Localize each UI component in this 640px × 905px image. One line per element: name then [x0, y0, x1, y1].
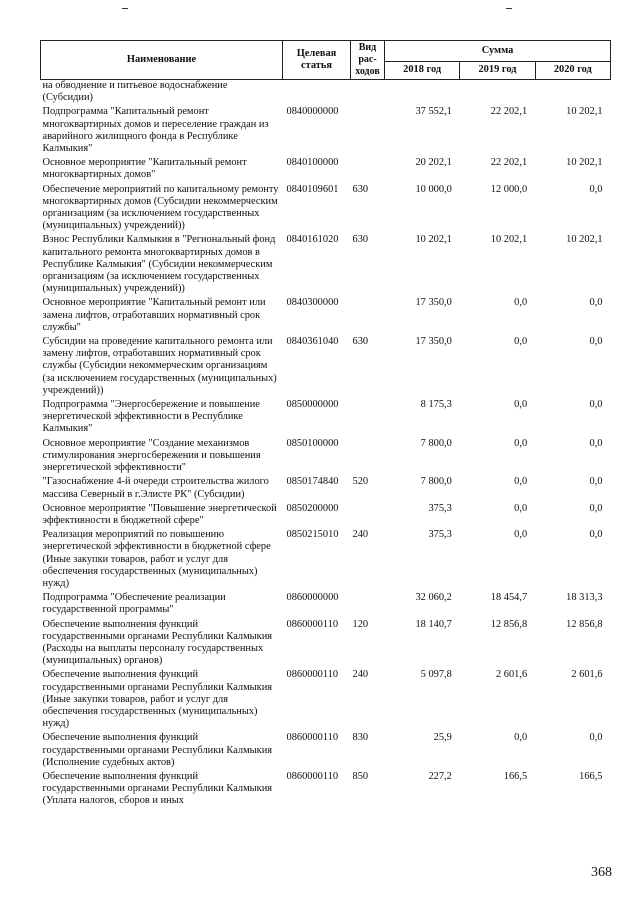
row-sum-2018: 17 350,0 [415, 336, 452, 348]
row-expense-type: 240 [352, 529, 369, 541]
row-expense-type: 630 [352, 234, 369, 246]
row-sum-2020: 0,0 [589, 183, 603, 195]
row-expense-type: 850 [352, 770, 369, 782]
header-name: Наименование [41, 41, 283, 80]
row-sum-2019: 18 454,7 [490, 592, 528, 604]
header-sum: Сумма [385, 41, 611, 62]
row-sum-2020: 0,0 [589, 437, 603, 449]
row-sum-2020: 166,5 [579, 770, 603, 782]
row-target-code: 0850200000 [286, 502, 339, 514]
row-sum-2018: 17 350,0 [415, 297, 452, 309]
table-row [41, 730, 611, 769]
table-row [41, 667, 611, 730]
table-row [41, 527, 611, 590]
table-header [41, 41, 611, 80]
table-row [41, 155, 611, 181]
row-sum-2019: 0,0 [514, 502, 528, 514]
row-sum-2018: 37 552,1 [415, 106, 452, 118]
row-expense-type: 520 [352, 476, 369, 488]
row-sum-2018: 8 175,3 [420, 399, 452, 411]
row-name: Основное мероприятие "Создание механизмов стимулирования энергосбережения и повышения энергетической эффективности" [42, 437, 261, 474]
row-sum-2020: 0,0 [589, 502, 603, 514]
row-target-code: 0850000000 [286, 399, 339, 411]
row-sum-2020: 10 202,1 [566, 234, 603, 246]
row-sum-2020: 0,0 [589, 297, 603, 309]
row-sum-2018: 375,3 [428, 502, 452, 514]
row-sum-2019: 0,0 [514, 529, 528, 541]
row-sum-2020 [535, 80, 610, 105]
row-expense-type [351, 397, 385, 436]
row-target-code: 0850174840 [286, 476, 339, 488]
header-code: Целевая статья [283, 41, 351, 80]
row-sum-2019: 10 202,1 [490, 234, 528, 246]
row-expense-type [351, 104, 385, 155]
table-row [41, 182, 611, 233]
row-expense-type [351, 501, 385, 527]
row-sum-2018: 25,9 [433, 732, 452, 744]
row-expense-type: 240 [352, 669, 369, 681]
row-sum-2019: 12 856,8 [490, 618, 528, 630]
header-year-2020: 2020 год [535, 61, 610, 79]
table-row [41, 104, 611, 155]
row-sum-2018: 227,2 [428, 770, 452, 782]
row-name: Обеспечение выполнения функций государственными органами Республики Калмыкия (Иные закупки товаров, работ и услуг для обеспечения государственных (муниципальных) нужд) [42, 669, 273, 730]
row-target-code: 0850215010 [286, 529, 339, 541]
row-sum-2019: 0,0 [514, 476, 528, 488]
table-row [41, 436, 611, 475]
row-sum-2019: 22 202,1 [490, 157, 528, 169]
row-name: Подпрограмма "Капитальный ремонт многоквартирных домов и переселение граждан из аварийного жилищного фонда в Республике Калмыкия" [42, 106, 269, 155]
row-sum-2019: 0,0 [514, 336, 528, 348]
row-sum-2019 [460, 80, 535, 105]
row-sum-2018: 10 000,0 [415, 183, 452, 195]
table-row [41, 501, 611, 527]
row-target-code: 0860000110 [286, 770, 339, 782]
row-target-code: 0840300000 [286, 297, 339, 309]
row-target-code: 0840361040 [286, 336, 339, 348]
row-target-code [283, 80, 351, 105]
row-sum-2020: 0,0 [589, 399, 603, 411]
row-expense-type [351, 436, 385, 475]
row-sum-2020: 0,0 [589, 732, 603, 744]
row-name: Основное мероприятие "Капитальный ремонт многоквартирных домов" [42, 157, 247, 181]
row-name: Обеспечение мероприятий по капитальному ремонту многоквартирных домов (Субсидии некоммерческим организациям (за исключением государственных (муниципальных) учреждений)) [42, 183, 279, 232]
row-target-code: 0840100000 [286, 157, 339, 169]
row-target-code: 0850100000 [286, 437, 339, 449]
row-sum-2018: 18 140,7 [415, 618, 452, 630]
row-sum-2018: 375,3 [428, 529, 452, 541]
row-name: Основное мероприятие "Повышение энергетической эффективности в бюджетной сфере" [42, 502, 277, 526]
row-name: на обводнение и питьевое водоснабжение (Субсидии) [42, 80, 228, 104]
row-name: Обеспечение выполнения функций государственными органами Республики Калмыкия (Исполнение судебных актов) [42, 732, 273, 768]
row-target-code: 0860000110 [286, 732, 339, 744]
page-number: 368 [591, 865, 612, 880]
row-sum-2018: 7 800,0 [420, 476, 452, 488]
row-expense-type: 630 [352, 183, 369, 195]
row-name: Подпрограмма "Обеспечение реализации государственной программы" [42, 592, 226, 616]
row-sum-2018: 7 800,0 [420, 437, 452, 449]
row-sum-2019: 22 202,1 [490, 106, 528, 118]
row-name: Взнос Республики Калмыкия в "Региональный фонд капитального ремонта многоквартирных домов в Республике Калмыкия" (Субсидии некоммерческим организациям (за исключением государственных (муниципальных) учреждений)) [42, 234, 276, 295]
table-row [41, 80, 611, 105]
row-expense-type [351, 590, 385, 616]
table-row [41, 769, 611, 808]
table-row [41, 295, 611, 334]
row-sum-2020: 0,0 [589, 529, 603, 541]
row-sum-2020: 12 856,8 [566, 618, 603, 630]
row-sum-2020: 0,0 [589, 476, 603, 488]
row-target-code: 0840161020 [286, 234, 339, 246]
table-row [41, 474, 611, 500]
row-sum-2018: 20 202,1 [415, 157, 452, 169]
row-name: Подпрограмма "Энергосбережение и повышение энергетической эффективности в Республике Калмыкия" [42, 399, 260, 435]
row-sum-2018 [385, 80, 460, 105]
table-row [41, 397, 611, 436]
row-expense-type: 120 [352, 618, 369, 630]
top-mark-right [506, 8, 512, 9]
header-year-2019: 2019 год [460, 61, 535, 79]
row-sum-2019: 2 601,6 [495, 669, 528, 681]
row-expense-type [351, 80, 385, 105]
row-sum-2019: 0,0 [514, 437, 528, 449]
table-row [41, 232, 611, 295]
table-row [41, 334, 611, 397]
row-sum-2019: 0,0 [514, 399, 528, 411]
top-mark-left [122, 8, 128, 9]
row-name: Реализация мероприятий по повышению энергетической эффективности в бюджетной сфере (Иные закупки товаров, работ и услуг для обеспечения государственных (муниципальных) нужд) [42, 529, 271, 589]
row-name: "Газоснабжение 4-й очереди строительства жилого массива Северный в г.Элисте РК" (Субсидии) [42, 476, 269, 500]
row-sum-2020: 0,0 [589, 336, 603, 348]
row-target-code: 0840000000 [286, 106, 339, 118]
table-body [41, 80, 611, 808]
row-expense-type [351, 295, 385, 334]
row-name: Обеспечение выполнения функций государственными органами Республики Калмыкия (Уплата налогов, сборов и иных [42, 770, 273, 807]
row-expense-type: 830 [352, 732, 369, 744]
row-target-code: 0860000110 [286, 618, 339, 630]
row-target-code: 0860000000 [286, 592, 339, 604]
header-vid: Вид рас-ходов [351, 41, 385, 80]
row-target-code: 0840109601 [286, 183, 339, 195]
row-expense-type [351, 155, 385, 181]
row-sum-2018: 32 060,2 [415, 592, 452, 604]
row-name: Субсидии на проведение капитального ремонта или замену лифтов, отработавших нормативный срок службы (Субсидии некоммерческим организациям (за исключением государственных (муниципальных) учреждений)) [42, 336, 277, 396]
header-year-2018: 2018 год [385, 61, 460, 79]
row-sum-2018: 10 202,1 [415, 234, 452, 246]
table-row [41, 617, 611, 668]
row-name: Обеспечение выполнения функций государственными органами Республики Калмыкия (Расходы на выплаты персоналу государственных (муниципальных) органов) [42, 618, 273, 667]
row-sum-2019: 166,5 [503, 770, 528, 782]
row-sum-2019: 12 000,0 [490, 183, 528, 195]
row-sum-2019: 0,0 [514, 732, 528, 744]
row-sum-2020: 10 202,1 [566, 157, 603, 169]
row-name: Основное мероприятие "Капитальный ремонт или замена лифтов, отработавших нормативный срок службы" [42, 297, 266, 333]
row-expense-type: 630 [352, 336, 369, 348]
row-sum-2018: 5 097,8 [420, 669, 452, 681]
row-target-code: 0860000110 [286, 669, 339, 681]
table-row [41, 590, 611, 616]
row-sum-2019: 0,0 [514, 297, 528, 309]
budget-table [40, 40, 611, 808]
row-sum-2020: 2 601,6 [571, 669, 603, 681]
row-sum-2020: 18 313,3 [566, 592, 603, 604]
row-sum-2020: 10 202,1 [566, 106, 603, 118]
